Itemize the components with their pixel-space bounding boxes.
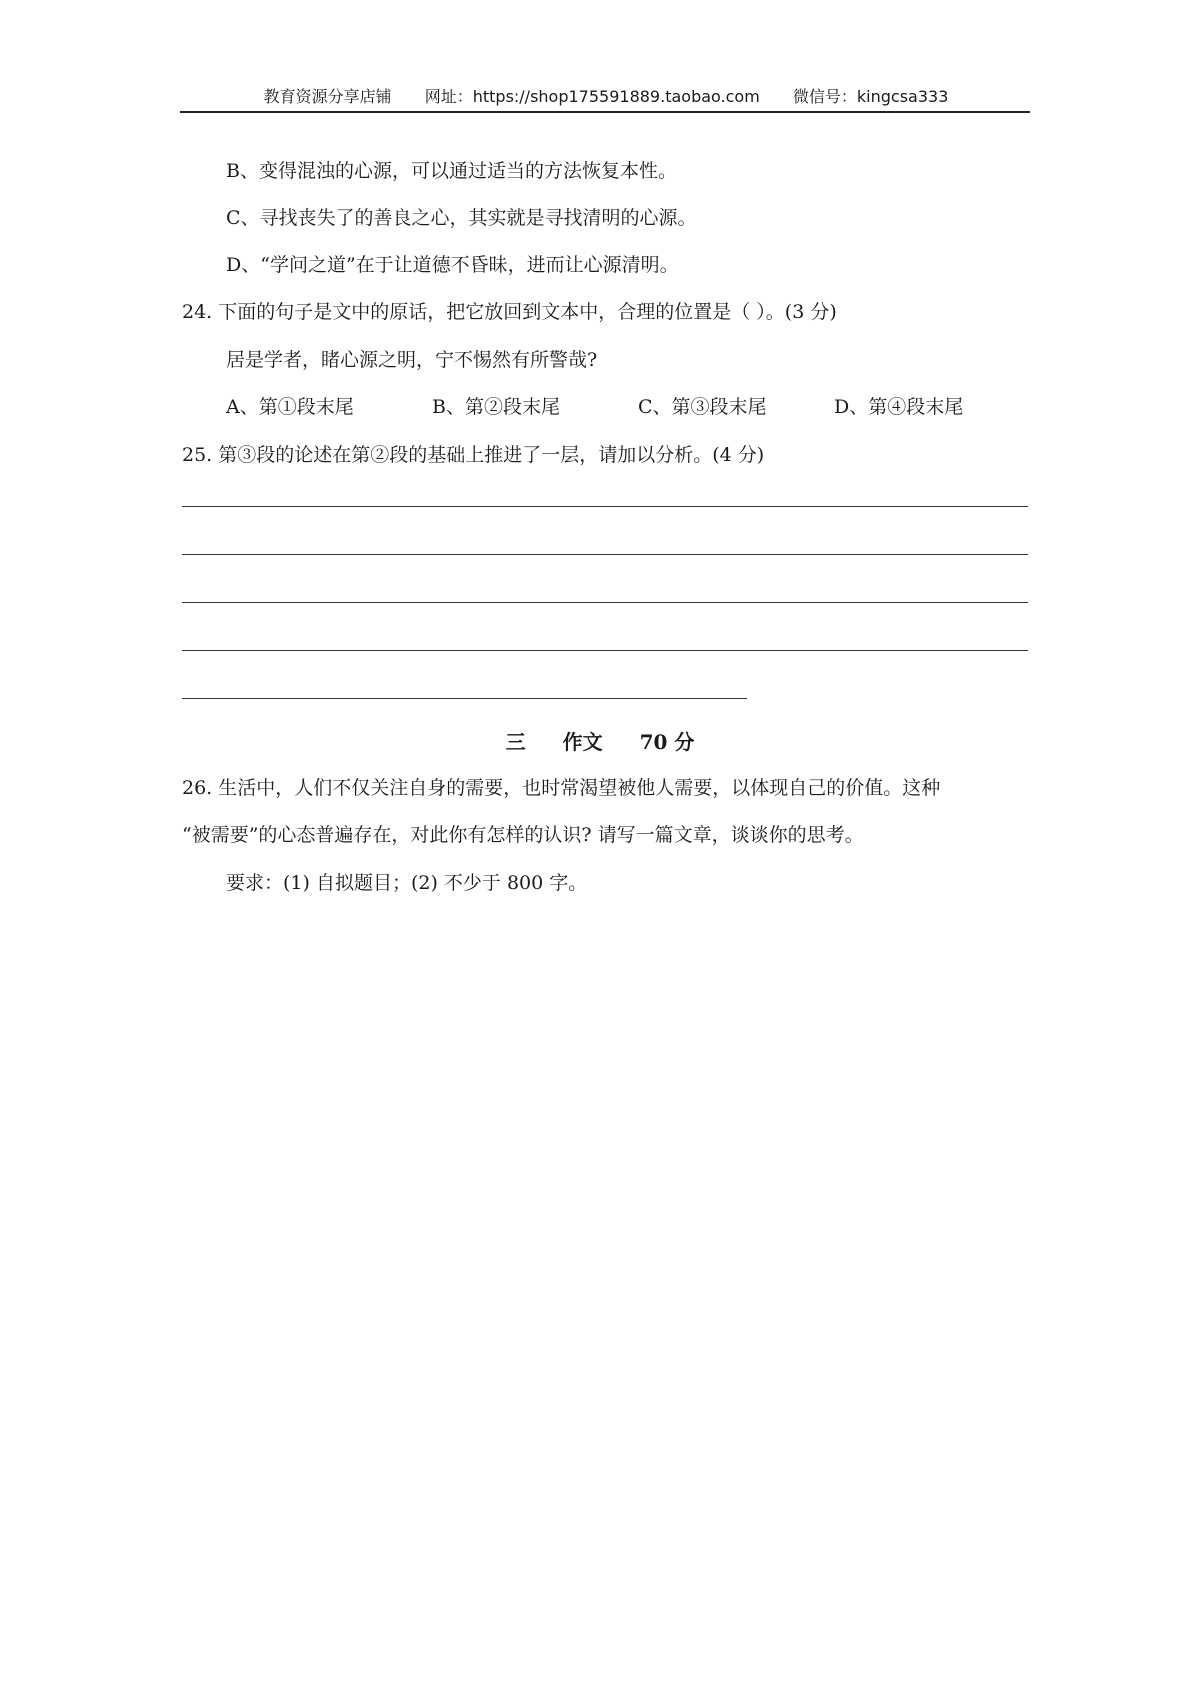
q24-option-b: B、第②段末尾 [432, 396, 560, 418]
page-header [182, 86, 1030, 108]
header-rule [180, 111, 1030, 113]
header-site: 网址：https://shop175591889.taobao.com [424, 87, 760, 106]
q24-option-d: D、第④段末尾 [834, 396, 964, 418]
section-name: 作文 [562, 730, 603, 754]
q24-option-a: A、第①段末尾 [226, 396, 354, 418]
header-wechat: 微信号：kingcsa333 [792, 87, 949, 106]
answer-line [182, 698, 747, 699]
q23-option-c: C、寻找丧失了的善良之心，其实就是寻找清明的心源。 [226, 207, 697, 229]
answer-line [182, 506, 1028, 507]
section-title [0, 728, 1200, 756]
q26-line1: 26. 生活中，人们不仅关注自身的需要，也时常渴望被他人需要，以体现自己的价值。这种 [182, 777, 941, 799]
q23-option-b: B、变得混浊的心源，可以通过适当的方法恢复本性。 [226, 160, 677, 182]
answer-line [182, 602, 1028, 603]
answer-line [182, 650, 1028, 651]
q26-requirement: 要求：(1) 自拟题目；(2) 不少于 800 字。 [226, 872, 588, 894]
q24-option-c: C、第③段末尾 [638, 396, 767, 418]
header-shop: 教育资源分享店铺 [263, 87, 392, 106]
answer-line [182, 554, 1028, 555]
q25-stem: 25. 第③段的论述在第②段的基础上推进了一层，请加以分析。(4 分) [182, 444, 765, 466]
q26-line2: “被需要”的心态普遍存在，对此你有怎样的认识? 请写一篇文章，谈谈你的思考。 [182, 824, 864, 846]
section-number: 三 [505, 730, 526, 754]
section-points: 70 分 [639, 730, 695, 754]
q23-option-d: D、“学问之道”在于让道德不昏昧，进而让心源清明。 [226, 254, 679, 276]
q24-sentence: 居是学者，睹心源之明，宁不惕然有所警哉? [226, 349, 598, 371]
q24-stem: 24. 下面的句子是文中的原话，把它放回到文本中，合理的位置是（ ）。(3 分) [182, 301, 837, 323]
q24-options [226, 394, 963, 420]
